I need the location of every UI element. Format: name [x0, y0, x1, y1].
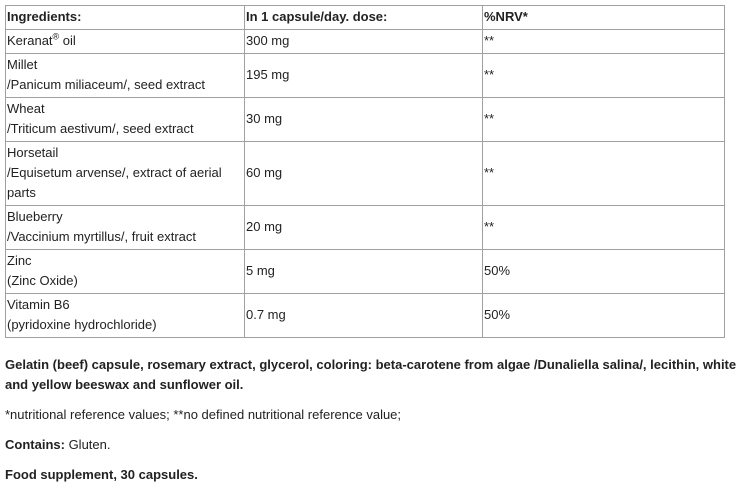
ingredient-name: Millet /Panicum miliaceum/, seed extract — [6, 54, 245, 98]
table-row — [6, 98, 725, 142]
ingredient-nrv: ** — [483, 30, 725, 54]
table-header-row — [6, 6, 725, 30]
capsule-composition: Gelatin (beef) capsule, rosemary extract, glycerol, coloring: beta-carotene from algae /Dunaliella salina/, lecithin, white and yellow beeswax and sunflower oil. — [5, 357, 737, 392]
ingredient-dose: 300 mg — [245, 30, 483, 54]
ingredient-dose: 5 mg — [245, 250, 483, 294]
ingredient-dose: 30 mg — [245, 98, 483, 142]
ingredient-nrv: ** — [483, 54, 725, 98]
product-description: Food supplement, 30 capsules. — [5, 467, 198, 482]
ingredient-dose: 60 mg — [245, 142, 483, 206]
contains-value: Gluten. — [64, 437, 111, 452]
registered-mark: ® — [52, 31, 60, 42]
ingredient-nrv: 50% — [483, 250, 725, 294]
ingredient-nrv: 50% — [483, 294, 725, 338]
table-row — [6, 30, 725, 54]
ingredient-nrv: ** — [483, 206, 725, 250]
header-nrv: %NRV* — [483, 6, 725, 30]
nrv-footnote: *nutritional reference values; **no defined nutritional reference value; — [5, 407, 402, 422]
header-ingredients: Ingredients: — [6, 6, 245, 30]
ingredient-dose: 195 mg — [245, 54, 483, 98]
ingredient-dose: 0.7 mg — [245, 294, 483, 338]
ingredient-nrv: ** — [483, 98, 725, 142]
ingredient-dose: 20 mg — [245, 206, 483, 250]
ingredient-name: Wheat /Triticum aestivum/, seed extract — [6, 98, 245, 142]
table-row — [6, 294, 725, 338]
allergen-statement — [5, 435, 741, 455]
ingredient-name: Zinc (Zinc Oxide) — [6, 250, 245, 294]
table-row — [6, 142, 725, 206]
contains-label: Contains: — [5, 437, 65, 452]
ingredients-table — [5, 5, 725, 338]
ingredient-name: Vitamin B6 (pyridoxine hydrochloride) — [6, 294, 245, 338]
table-row — [6, 250, 725, 294]
ingredient-name: Horsetail /Equisetum arvense/, extract of aerial parts — [6, 142, 245, 206]
table-row — [6, 206, 725, 250]
ingredient-name: Keranat® oil — [6, 30, 245, 54]
header-dose: In 1 capsule/day. dose: — [245, 6, 483, 30]
ingredient-name: Blueberry /Vaccinium myrtillus/, fruit extract — [6, 206, 245, 250]
ingredient-nrv: ** — [483, 142, 725, 206]
table-row — [6, 54, 725, 98]
